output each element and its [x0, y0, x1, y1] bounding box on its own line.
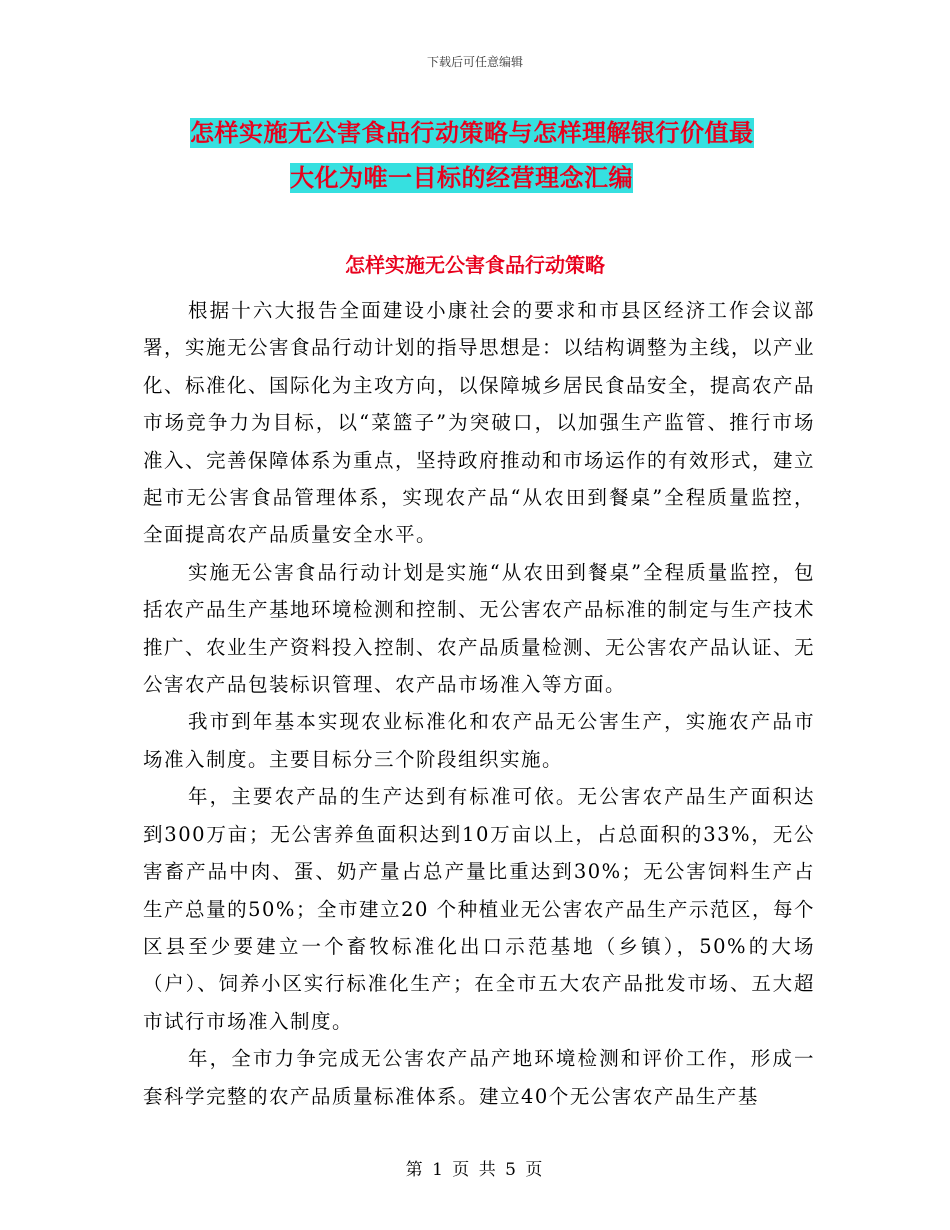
document-title-text-2: 大化为唯一目标的经营理念汇编 [290, 164, 633, 192]
paragraph: 年，主要农产品的生产达到有标准可依。无公害农产品生产面积达到300万亩；无公害养鱼面积达到10万亩以上，占总面积的33%，无公害畜产品中肉、蛋、奶产量占总产量比重达到30%；无公害饲料生产占生产总量的50%；全市建立20 个种植业无公害农产品生产示范区，每个区县至少要建立一个畜牧标准化出口示范基地（乡镇），50%的大场（户）、饲养小区实行标准化生产；在全市五大农产品批发市场、五大超市试行市场准入制度。 [143, 785, 815, 1033]
document-title-line-2 [290, 158, 950, 193]
document-title-line-1 [190, 113, 910, 148]
paragraph: 根据十六大报告全面建设小康社会的要求和市县区经济工作会议部署，实施无公害食品行动计划的指导思想是：以结构调整为主线，以产业化、标准化、国际化为主攻方向，以保障城乡居民食品安全，提高农产品市场竞争力为目标，以“菜篮子”为突破口，以加强生产监管、推行市场准入、完善保障体系为重点，坚持政府推动和市场运作的有效形式，建立起市无公害食品管理体系，实现农产品“从农田到餐桌”全程质量监控，全面提高农产品质量安全水平。 [143, 299, 816, 547]
section-title: 怎样实施无公害食品行动策略 [345, 253, 605, 277]
paragraph: 实施无公害食品行动计划是实施“从农田到餐桌”全程质量监控，包括农产品生产基地环境检测和控制、无公害农产品标准的制定与生产技术推广、农业生产资料投入控制、农产品质量检测、无公害农产品认证、无公害农产品包装标识管理、农产品市场准入等方面。 [143, 560, 816, 697]
document-title-text-1: 怎样实施无公害食品行动策略与怎样理解银行价值最 [190, 119, 754, 147]
page-number: 第 1 页 共 5 页 [405, 1160, 545, 1180]
paragraph: 我市到年基本实现农业标准化和农产品无公害生产，实施农产品市场准入制度。主要目标分三个阶段组织实施。 [143, 710, 815, 771]
paragraph: 年，全市力争完成无公害农产品产地环境检测和评价工作，形成一套科学完整的农产品质量标准体系。建立40个无公害农产品生产基 [143, 1047, 815, 1108]
header-note: 下载后可任意编辑 [426, 55, 523, 69]
document-body [143, 292, 815, 1115]
